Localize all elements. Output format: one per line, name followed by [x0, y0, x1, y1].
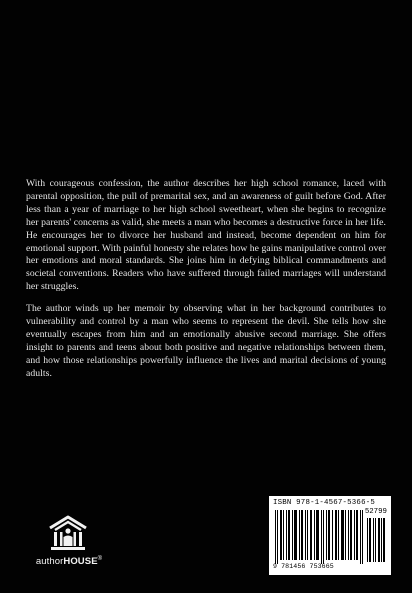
blurb-text	[26, 178, 386, 390]
barcode-bars	[273, 506, 387, 564]
publisher-name-bold: HOUSE	[63, 556, 98, 567]
publisher-logo	[26, 514, 112, 574]
isbn-barcode	[269, 496, 391, 575]
registered-mark: ®	[97, 556, 103, 562]
publisher-name-regular: author	[35, 556, 64, 567]
isbn-number: ISBN 978-1-4567-5366-5	[273, 499, 375, 507]
publisher-name	[26, 556, 112, 567]
blurb-paragraph-2: The author winds up her memoir by observing what in her background contributes to vulnerability and control by a man who seems to represent the devil. She tells how she eventually escapes from him and an emotionally abusive second marriage. She offers insight to parents and teens about both positive and negative relationships between them, and how those relationships powerfully influence the lives and marital decisions of young adults.	[26, 303, 386, 379]
authorhouse-logo-icon	[46, 514, 90, 552]
ean-digits: 9 781456 753665	[273, 563, 334, 570]
blurb-paragraph-1: With courageous confession, the author describes her high school romance, laced with parental opposition, the pull of premarital sex, and an awareness of guilt before God. After less than a year of marriage to her high school sweetheart, when she begins to recognize her parents' concerns as valid, she meets a man who becomes a destructive force in her life. He encourages her to divorce her husband and instead, become dependent on him for emotional support. With painful honesty she relates how he gains manipulative control over her emotions and moral standards. She joins him in defying biblical commandments and societal conventions. Readers who have suffered through failed marriages will understand her struggles.	[26, 178, 386, 293]
price-code: 52799	[364, 508, 387, 516]
